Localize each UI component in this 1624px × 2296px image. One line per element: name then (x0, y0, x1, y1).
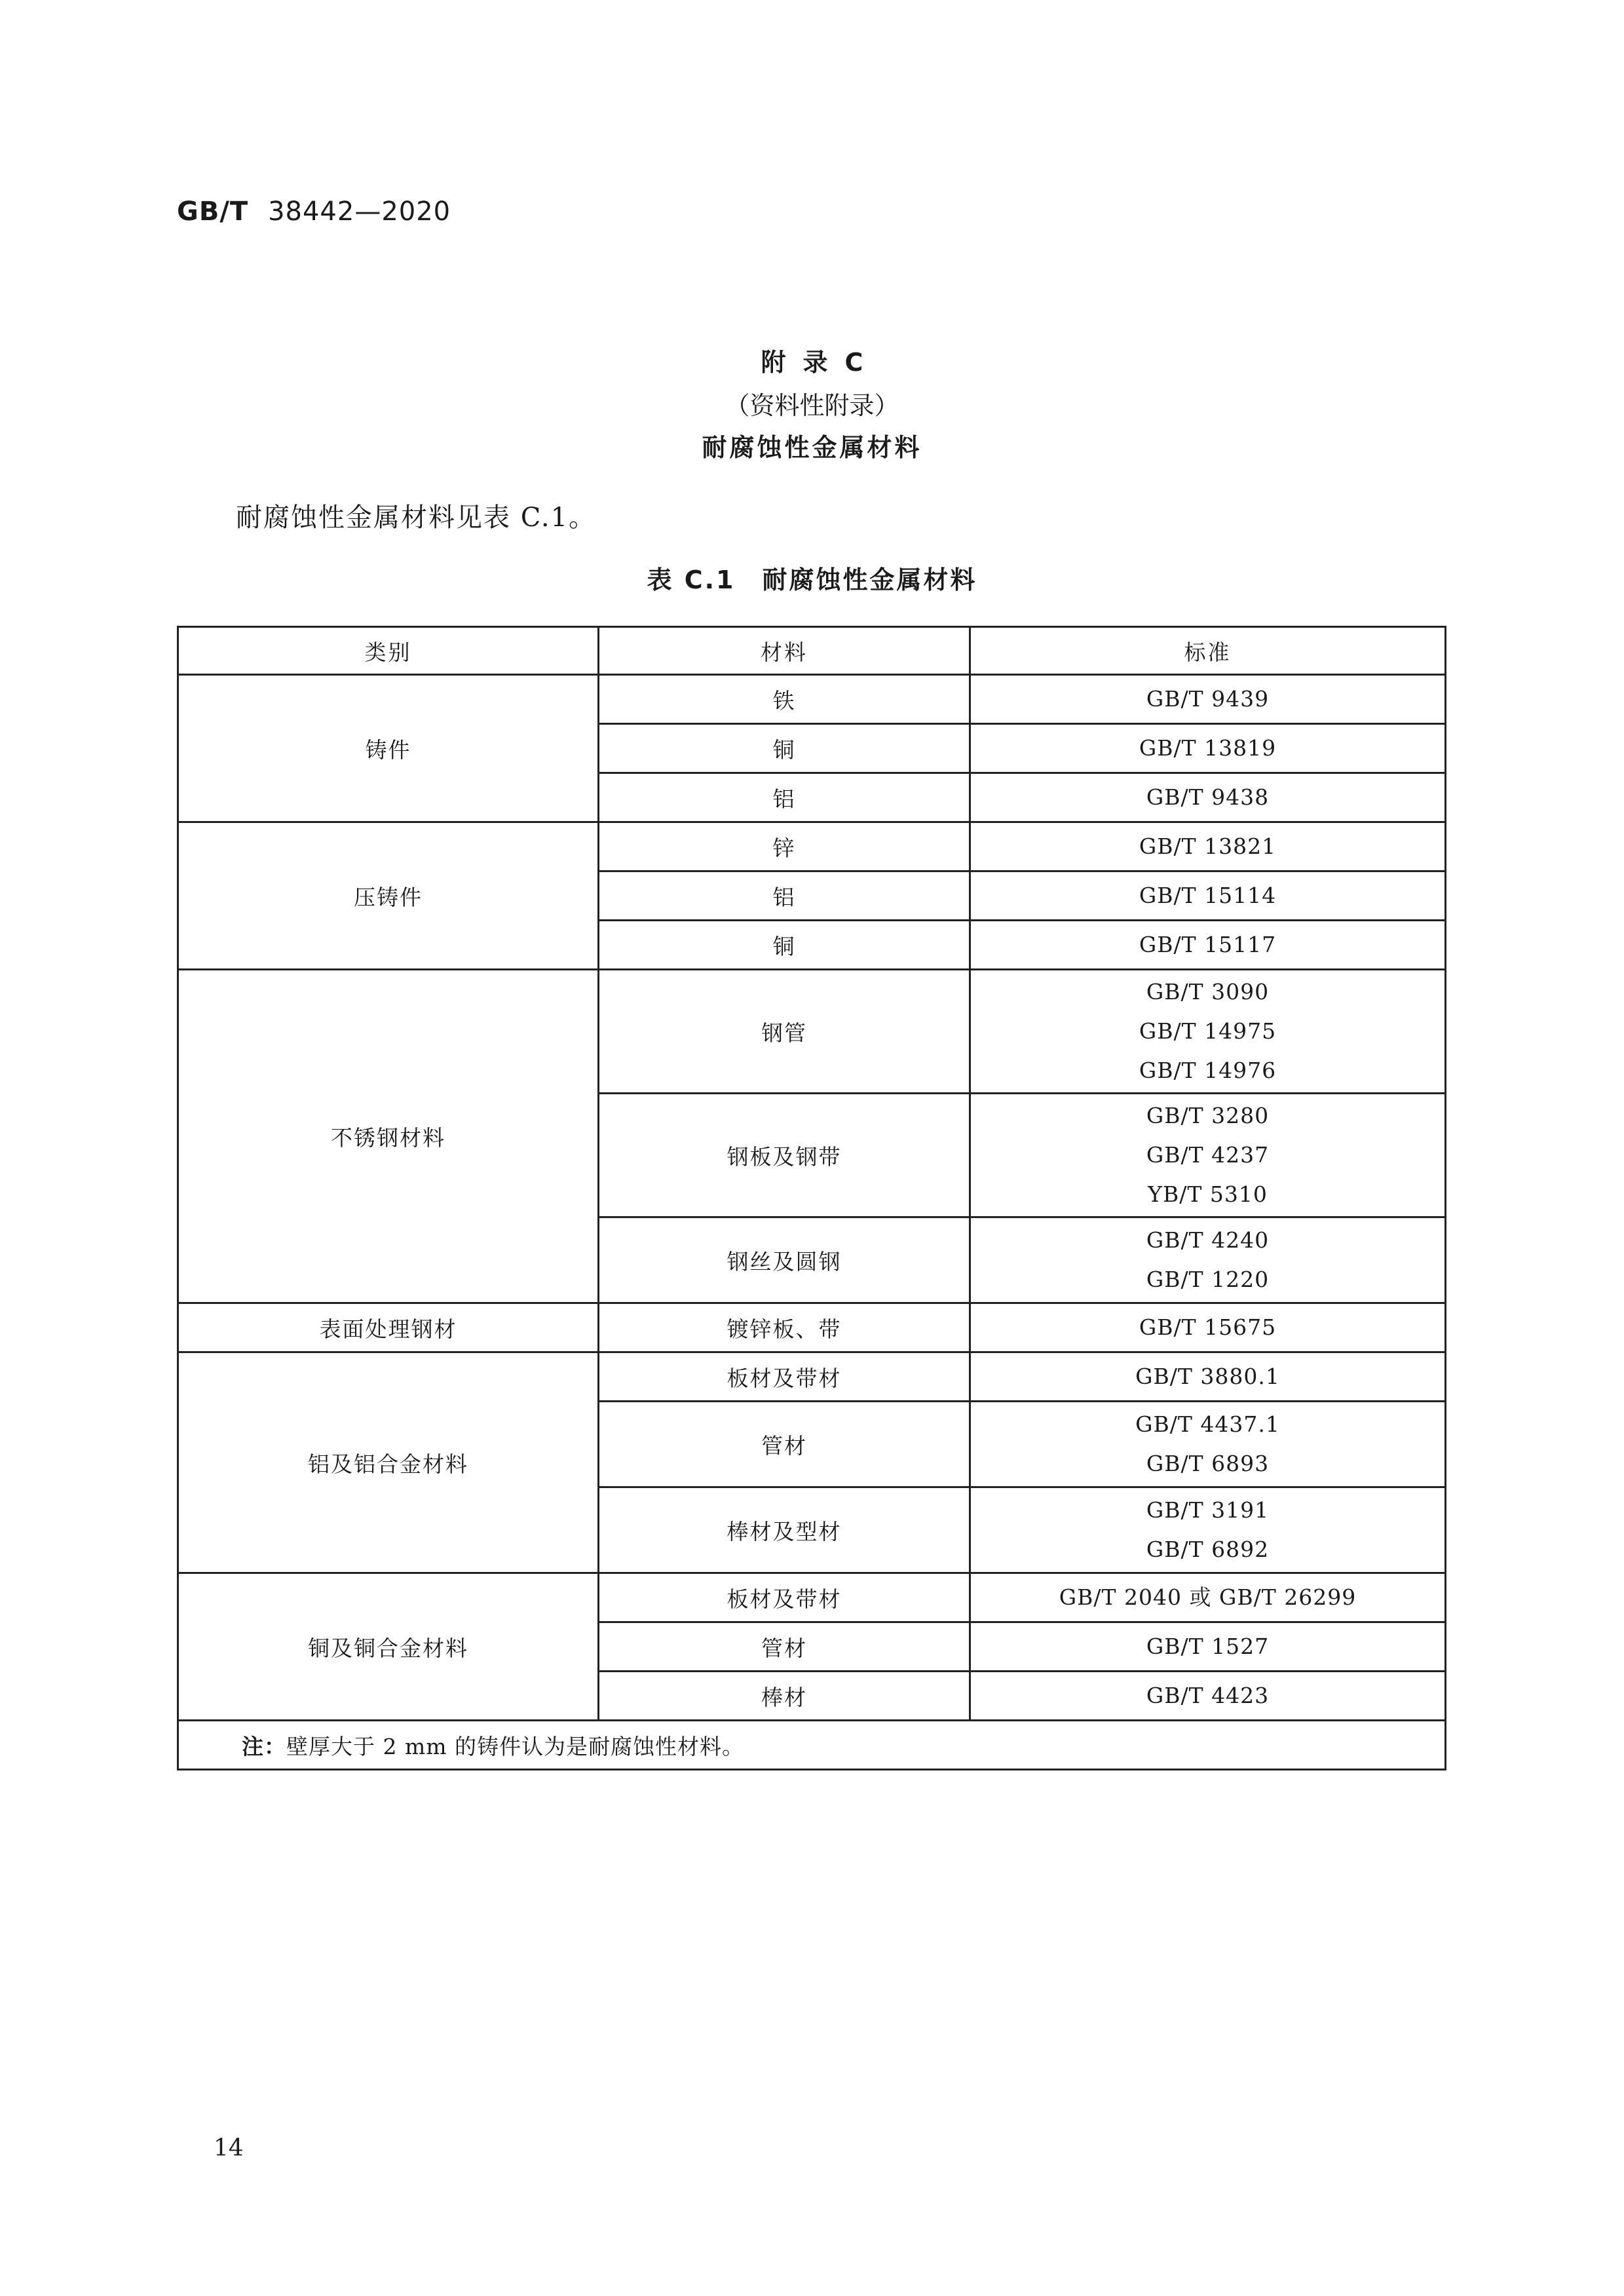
material-cell: 铜 (599, 724, 970, 773)
standard-cell: GB/T 9438 (970, 773, 1446, 822)
material-cell: 钢板及钢带 (599, 1094, 970, 1217)
standard-cell (970, 1094, 1446, 1217)
standard-cell: GB/T 9439 (970, 675, 1446, 724)
material-cell: 棒材 (599, 1672, 970, 1721)
standard-cell: GB/T 4423 (970, 1672, 1446, 1721)
standard-cell: GB/T 15675 (970, 1303, 1446, 1352)
standard-line: GB/T 14976 (1139, 1058, 1277, 1083)
category-cell: 表面处理钢材 (178, 1303, 599, 1352)
standard-line: GB/T 4437.1 (1135, 1411, 1280, 1437)
standard-line: GB/T 4240 (1146, 1227, 1270, 1253)
standard-line: GB/T 6893 (1146, 1451, 1270, 1476)
standard-line: GB/T 3090 (1146, 979, 1270, 1004)
material-cell: 棒材及型材 (599, 1487, 970, 1573)
material-cell: 镀锌板、带 (599, 1303, 970, 1352)
material-cell: 管材 (599, 1402, 970, 1487)
standard-cell: GB/T 15114 (970, 871, 1446, 921)
material-cell: 铝 (599, 773, 970, 822)
standard-line: YB/T 5310 (1148, 1181, 1268, 1207)
material-cell: 板材及带材 (599, 1573, 970, 1622)
standard-line: GB/T 4237 (1146, 1142, 1270, 1168)
standard-cell: GB/T 13819 (970, 724, 1446, 773)
standard-line: GB/T 3280 (1146, 1103, 1270, 1128)
standard-line: GB/T 1220 (1146, 1267, 1270, 1292)
standard-cell (970, 970, 1446, 1094)
standard-cell: GB/T 2040 或 GB/T 26299 (970, 1573, 1446, 1622)
material-cell: 钢丝及圆钢 (599, 1217, 970, 1303)
material-cell: 钢管 (599, 970, 970, 1094)
standard-line: GB/T 6892 (1146, 1537, 1270, 1562)
category-cell: 压铸件 (178, 822, 599, 970)
header-standard: 标准 (970, 627, 1446, 675)
standard-line: GB/T 3191 (1146, 1497, 1270, 1523)
page-number: 14 (214, 2135, 244, 2162)
standard-code (177, 197, 451, 227)
material-cell: 铁 (599, 675, 970, 724)
standard-line: GB/T 14975 (1139, 1018, 1277, 1044)
material-cell: 板材及带材 (599, 1352, 970, 1402)
material-cell: 铜 (599, 921, 970, 970)
category-cell: 铝及铝合金材料 (178, 1352, 599, 1573)
material-cell: 铝 (599, 871, 970, 921)
standard-cell: GB/T 3880.1 (970, 1352, 1446, 1402)
appendix-title: 耐腐蚀性金属材料 (702, 433, 922, 462)
note-label: 注： (242, 1733, 286, 1759)
category-cell: 铜及铜合金材料 (178, 1573, 599, 1721)
standard-code-prefix: GB/T (177, 197, 249, 227)
intro-paragraph: 耐腐蚀性金属材料见表 C.1。 (236, 503, 597, 533)
category-cell: 不锈钢材料 (178, 970, 599, 1303)
appendix-type: （资料性附录） (725, 391, 899, 420)
category-cell: 铸件 (178, 675, 599, 822)
standard-cell: GB/T 1527 (970, 1622, 1446, 1672)
header-category: 类别 (178, 627, 599, 675)
standard-cell (970, 1217, 1446, 1303)
standard-cell: GB/T 15117 (970, 921, 1446, 970)
standard-cell (970, 1402, 1446, 1487)
appendix-label: 附录C (761, 348, 880, 377)
standard-cell (970, 1487, 1446, 1573)
table-title: 表 C.1 耐腐蚀性金属材料 (647, 565, 977, 594)
note-text: 壁厚大于 2 mm 的铸件认为是耐腐蚀性材料。 (286, 1733, 745, 1759)
table-note (178, 1721, 1446, 1770)
material-cell: 管材 (599, 1622, 970, 1672)
standard-cell: GB/T 13821 (970, 822, 1446, 871)
standard-code-number: 38442—2020 (268, 197, 451, 227)
materials-table (177, 626, 1446, 1770)
material-cell: 锌 (599, 822, 970, 871)
header-material: 材料 (599, 627, 970, 675)
